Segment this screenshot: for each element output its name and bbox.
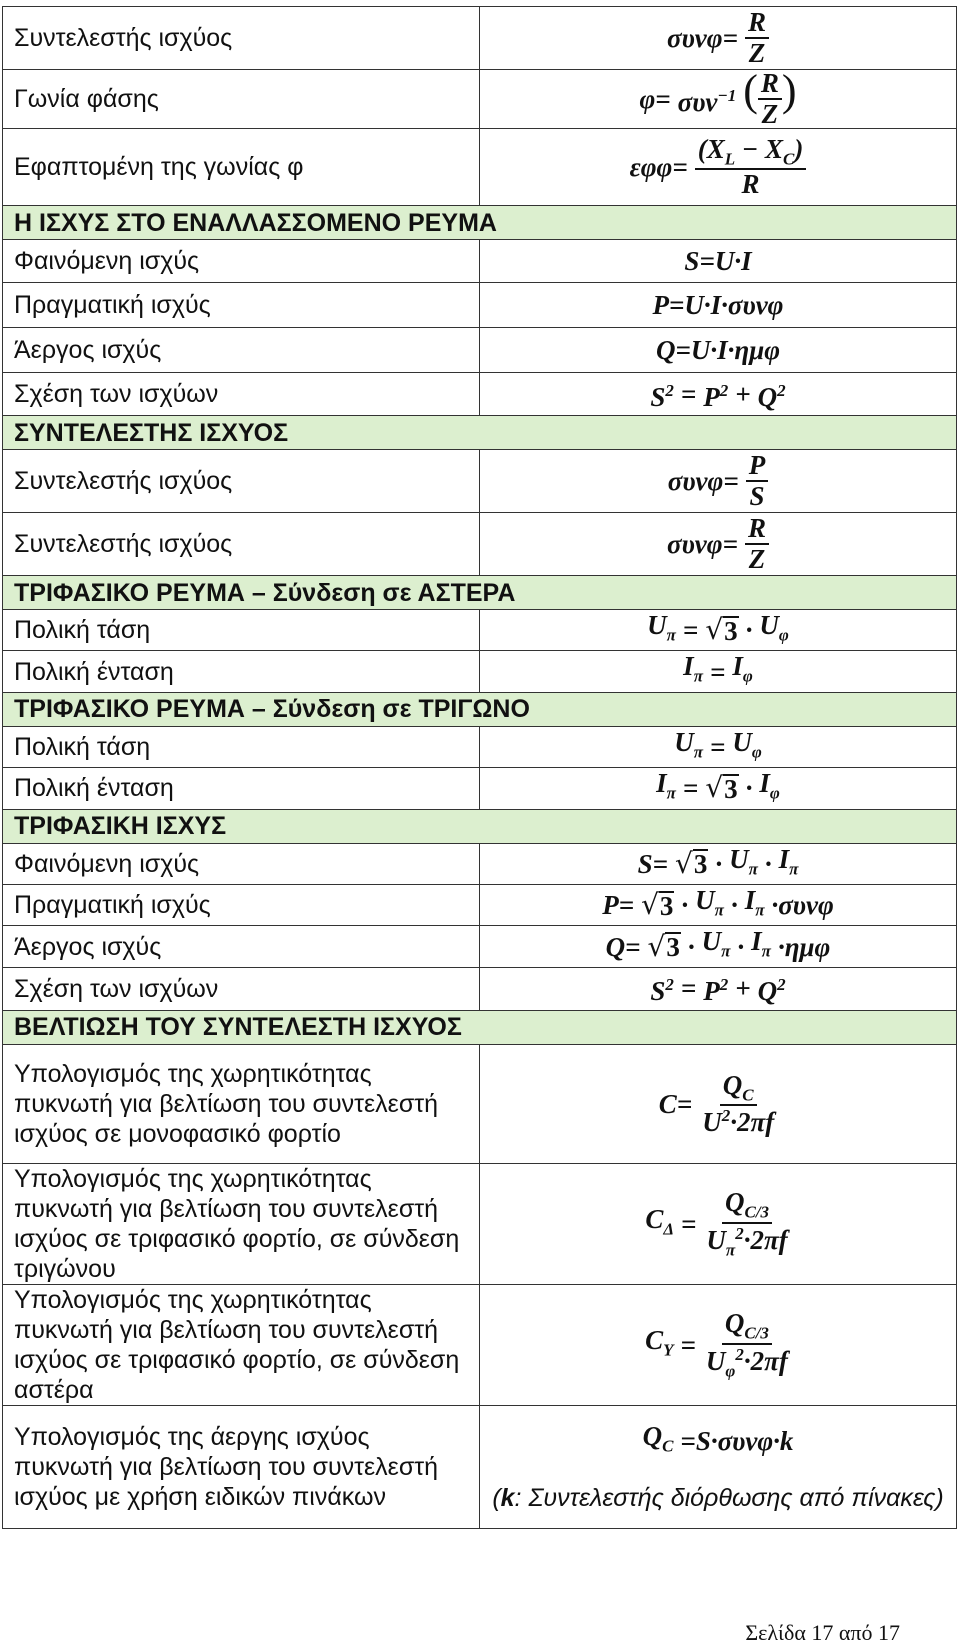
formula-label: Υπολογισμός της χωρητικότητας πυκνωτή για βελτίωση του συντελεστή ισχύος σε τριφασικό φορτίο, σε σύνδεση τριγώνου — [3, 1163, 480, 1284]
formula-row — [3, 283, 957, 328]
formula: $I_\pi$ = $I_\varphi$ — [683, 651, 753, 687]
formula-cell — [480, 283, 957, 328]
formula-cell — [480, 843, 957, 884]
section-title: ΤΡΙΦΑΣΙΚΟ ΡΕΥΜΑ – Σύνδεση σε ΑΣΤΕΡΑ — [3, 576, 957, 610]
formula-row — [3, 1163, 957, 1284]
formula-label: Πολική ένταση — [3, 768, 480, 809]
formula-table — [2, 6, 957, 1529]
section-title: Η ΙΣΧΥΣ ΣΤΟ ΕΝΑΛΛΑΣΣΟΜΕΝΟ ΡΕΥΜΑ — [3, 206, 957, 240]
formula-row — [3, 373, 957, 416]
formula-note: (k: Συντελεστής διόρθωσης από πίνακες) — [492, 1483, 944, 1512]
formula-cell — [480, 884, 957, 925]
formula-row — [3, 70, 957, 129]
section-title: ΒΕΛΤΙΩΣΗ ΤΟΥ ΣΥΝΤΕΛΕΣΤΗ ΙΣΧΥΟΣ — [3, 1010, 957, 1044]
formula-cell — [480, 967, 957, 1010]
formula-row — [3, 240, 957, 283]
formula-label: Εφαπτομένη της γωνίας φ — [3, 129, 480, 206]
section-header-row — [3, 206, 957, 240]
formula-row — [3, 1284, 957, 1405]
formula-cell — [480, 1163, 957, 1284]
formula-row — [3, 1405, 957, 1528]
formula-row — [3, 7, 957, 70]
formula-label: Σχέση των ισχύων — [3, 967, 480, 1010]
formula-cell — [480, 328, 957, 373]
formula: $Q_C$ =S·συνφ·k — [642, 1420, 794, 1456]
formula: συνφ= $\frac{P}{S}$ — [668, 452, 768, 510]
formula-table-body — [3, 7, 957, 1529]
formula-cell — [480, 1044, 957, 1163]
formula: εφφ= $\frac{(X_L - X_C)}{R}$ — [630, 136, 807, 198]
formula-row — [3, 513, 957, 576]
formula-cell — [480, 610, 957, 651]
page-number: Σελίδα 17 από 17 — [745, 1620, 900, 1645]
section-header-row — [3, 809, 957, 843]
formula-label: Άεργος ισχύς — [3, 328, 480, 373]
formula: $C_Y$ = $\frac{Q_{C/3}}{U_\varphi^2\cdot 2\pi f}$ — [645, 1308, 788, 1381]
formula-row — [3, 651, 957, 692]
formula-label: Πραγματική ισχύς — [3, 884, 480, 925]
formula-label: Υπολογισμός της χωρητικότητας πυκνωτή για βελτίωση του συντελεστή ισχύος σε τριφασικό φορτίο, σε σύνδεση αστέρα — [3, 1284, 480, 1405]
formula-label: Συντελεστής ισχύος — [3, 450, 480, 513]
formula-label: Γωνία φάσης — [3, 70, 480, 129]
formula-cell — [480, 129, 957, 206]
section-header-row — [3, 576, 957, 610]
formula-label: Πολική ένταση — [3, 651, 480, 692]
formula: P=U·I·συνφ — [652, 289, 784, 320]
formula-label: Πολική τάση — [3, 610, 480, 651]
formula-label: Σχέση των ισχύων — [3, 373, 480, 416]
section-header-row — [3, 1010, 957, 1044]
formula: S= √ 3 · $U_\pi$ · $I_\pi$ — [637, 843, 799, 880]
formula: $C_\Delta$ = $\frac{Q_{C/3}}{U_\pi^2\cdot 2\pi f}$ — [645, 1187, 788, 1260]
note-key: k — [500, 1483, 515, 1512]
section-title: ΤΡΙΦΑΣΙΚΗ ΙΣΧΥΣ — [3, 809, 957, 843]
formula-cell — [480, 66, 957, 129]
formula-cell — [480, 926, 957, 967]
section-title: ΤΡΙΦΑΣΙΚΟ ΡΕΥΜΑ – Σύνδεση σε ΤΡΙΓΩΝΟ — [3, 692, 957, 726]
formula-row — [3, 328, 957, 373]
formula-row — [3, 768, 957, 809]
formula-cell — [480, 450, 957, 513]
formula: φ= συν$^{-1}$ ( $\frac{R}{Z}$ ) — [639, 66, 797, 129]
section-header-row — [3, 416, 957, 450]
formula-label: Υπολογισμός της άεργης ισχύος πυκνωτή για βελτίωση του συντελεστή ισχύος με χρήση ειδικών πινάκων — [3, 1405, 480, 1528]
formula-row — [3, 926, 957, 967]
formula: P= √ 3 · $U_\pi$ · $I_\pi$ ·συνφ — [602, 884, 834, 922]
formula-cell — [480, 373, 957, 416]
formula-label: Πολική τάση — [3, 726, 480, 767]
formula-label: Υπολογισμός της χωρητικότητας πυκνωτή για βελτίωση του συντελεστή ισχύος σε μονοφασικό φορτίο — [3, 1044, 480, 1163]
formula-label: Φαινόμενη ισχύς — [3, 843, 480, 884]
section-title: ΣΥΝΤΕΛΕΣΤΗΣ ΙΣΧΥΟΣ — [3, 416, 957, 450]
formula-row — [3, 726, 957, 767]
formula-cell — [480, 7, 957, 70]
formula-cell — [480, 651, 957, 692]
formula-label: Άεργος ισχύς — [3, 926, 480, 967]
formula: S=U·I — [684, 245, 752, 276]
formula: $U_\pi$ = $U_\varphi$ — [674, 726, 762, 762]
formula-label: Φαινόμενη ισχύς — [3, 240, 480, 283]
formula-label: Πραγματική ισχύς — [3, 283, 480, 328]
formula: Q=U·I·ημφ — [655, 334, 781, 365]
formula-cell — [480, 240, 957, 283]
formula-row — [3, 843, 957, 884]
section-header-row — [3, 692, 957, 726]
formula-row — [3, 884, 957, 925]
formula: συνφ= $\frac{R}{Z}$ — [667, 515, 769, 573]
formula: συνφ= $\frac{R}{Z}$ — [667, 9, 769, 67]
formula-cell — [480, 513, 957, 576]
formula-row — [3, 129, 957, 206]
formula-row — [3, 967, 957, 1010]
formula-cell — [480, 1284, 957, 1405]
formula: Q= √ 3 · $U_\pi$ · $I_\pi$ ·ημφ — [605, 926, 831, 963]
formula-cell — [480, 1405, 957, 1528]
formula: $S^2$ = $P^2$ + $Q^2$ — [650, 378, 786, 412]
formula-row — [3, 450, 957, 513]
note-text: : Συντελεστής διόρθωσης από πίνακες) — [514, 1483, 944, 1512]
formula-label: Συντελεστής ισχύος — [3, 513, 480, 576]
formula: $I_\pi$ = √ 3 · $I_\varphi$ — [656, 768, 780, 805]
formula-row — [3, 610, 957, 651]
formula-row — [3, 1044, 957, 1163]
formula: $S^2$ = $P^2$ + $Q^2$ — [650, 973, 786, 1007]
formula: $U_\pi$ = √ 3 · $U_\varphi$ — [647, 610, 789, 647]
formula-cell — [480, 768, 957, 809]
formula: C= $\frac{Q_C}{U^2\cdot 2\pi f}$ — [658, 1069, 775, 1137]
formula-cell — [480, 726, 957, 767]
formula-label: Συντελεστής ισχύος — [3, 7, 480, 70]
